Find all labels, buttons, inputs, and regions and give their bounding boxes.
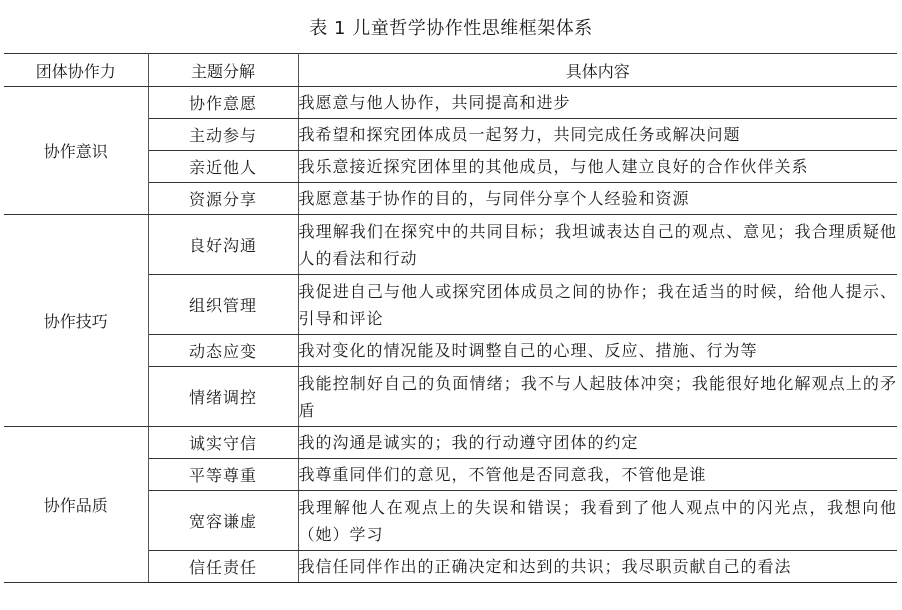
table-row [4, 427, 897, 459]
table-row [4, 87, 897, 119]
header-cell-theme: 主题分解 [148, 54, 298, 87]
table-row [4, 215, 897, 275]
content-cell: 我能控制好自己的负面情绪；我不与人起肢体冲突；我能很好地化解观点上的矛盾 [298, 367, 897, 427]
framework-table [4, 53, 897, 583]
content-cell: 我对变化的情况能及时调整自己的心理、反应、措施、行为等 [298, 335, 897, 367]
header-cell-content: 具体内容 [298, 54, 897, 87]
group-cell-quality: 协作品质 [4, 427, 148, 583]
content-cell: 我理解我们在探究中的共同目标；我坦诚表达自己的观点、意见；我合理质疑他人的看法和行动 [298, 215, 897, 275]
theme-cell: 平等尊重 [148, 459, 298, 491]
header-row [4, 54, 897, 87]
theme-cell: 组织管理 [148, 275, 298, 335]
theme-cell: 协作意愿 [148, 87, 298, 119]
content-cell: 我愿意基于协作的目的，与同伴分享个人经验和资源 [298, 183, 897, 215]
theme-cell: 良好沟通 [148, 215, 298, 275]
theme-cell: 动态应变 [148, 335, 298, 367]
theme-cell: 信任责任 [148, 551, 298, 583]
content-cell: 我的沟通是诚实的；我的行动遵守团体的约定 [298, 427, 897, 459]
theme-cell: 诚实守信 [148, 427, 298, 459]
group-cell-skills: 协作技巧 [4, 215, 148, 427]
content-cell: 我希望和探究团体成员一起努力，共同完成任务或解决问题 [298, 119, 897, 151]
theme-cell: 资源分享 [148, 183, 298, 215]
group-cell-awareness: 协作意识 [4, 87, 148, 215]
theme-cell: 亲近他人 [148, 151, 298, 183]
table-caption: 表 1 儿童哲学协作性思维框架体系 [309, 18, 593, 39]
content-cell: 我促进自己与他人或探究团体成员之间的协作；我在适当的时候，给他人提示、引导和评论 [298, 275, 897, 335]
content-cell: 我信任同伴作出的正确决定和达到的共识；我尽职贡献自己的看法 [298, 551, 897, 583]
theme-cell: 主动参与 [148, 119, 298, 151]
content-cell: 我乐意接近探究团体里的其他成员，与他人建立良好的合作伙伴关系 [298, 151, 897, 183]
theme-cell: 宽容谦虚 [148, 491, 298, 551]
header-cell-ability: 团体协作力 [4, 54, 148, 87]
content-cell: 我理解他人在观点上的失误和错误；我看到了他人观点中的闪光点，我想向他（她）学习 [298, 491, 897, 551]
content-cell: 我尊重同伴们的意见，不管他是否同意我，不管他是谁 [298, 459, 897, 491]
theme-cell: 情绪调控 [148, 367, 298, 427]
content-cell: 我愿意与他人协作，共同提高和进步 [298, 87, 897, 119]
